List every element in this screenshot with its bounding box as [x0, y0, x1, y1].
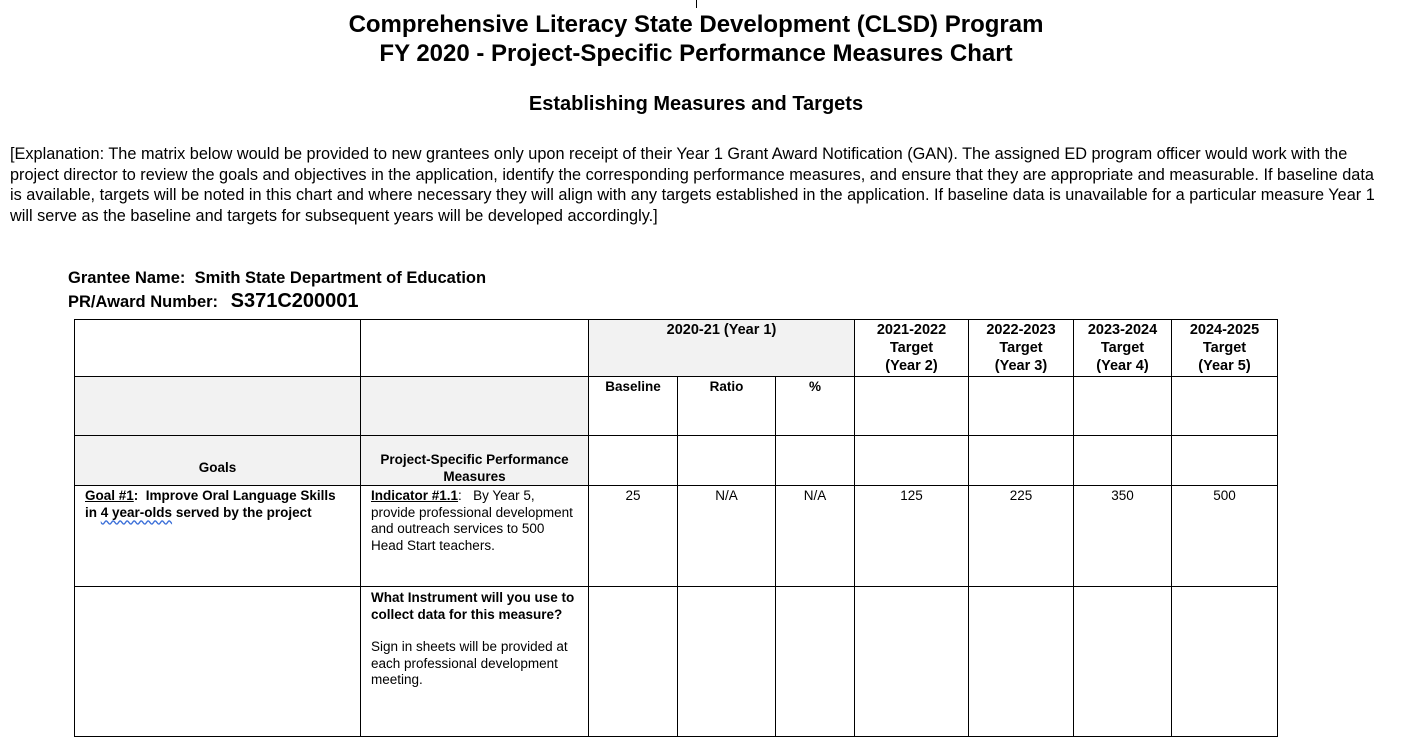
blank-cell [1172, 377, 1278, 436]
table-row [75, 486, 1278, 587]
blank-cell [776, 587, 855, 737]
goal-text-end: served by the project [175, 504, 312, 520]
blank-cell [969, 587, 1074, 737]
table-header-row [75, 320, 1278, 377]
grantee-name-line [68, 268, 486, 288]
section-subtitle: Establishing Measures and Targets [528, 93, 864, 115]
blank-cell [855, 377, 969, 436]
blank-cell [1074, 436, 1172, 486]
blank-shaded-cell [75, 377, 361, 436]
year3-header: 2022-2023 Target (Year 3) [969, 320, 1074, 377]
instrument-question: What Instrument will you use to collect data for this measure? [371, 590, 575, 622]
blank-cell [1074, 377, 1172, 436]
goals-header: Goals [75, 436, 361, 486]
text-cursor-mark [696, 0, 697, 8]
blank-cell [969, 436, 1074, 486]
blank-header-cell [361, 320, 589, 377]
goal-text-flagged: 4 year-olds [100, 504, 173, 520]
blank-cell [75, 587, 361, 737]
year3-target-value: 225 [969, 486, 1074, 587]
blank-cell [969, 377, 1074, 436]
goal-cell: Goal #1: Improve Oral Language Skills in 4 year-olds served by the project [75, 486, 361, 587]
performance-measures-table [74, 319, 1278, 737]
indicator-label: Indicator #1.1 [371, 488, 459, 503]
blank-cell [589, 587, 678, 737]
instrument-answer: Sign in sheets will be provided at each professional development meeting. [371, 639, 568, 687]
indicator-cell: Indicator #1.1: By Year 5, provide professional development and outreach services to 500 Head Start teachers. [361, 486, 589, 587]
blank-cell [678, 587, 776, 737]
year4-header: 2023-2024 Target (Year 4) [1074, 320, 1172, 377]
blank-cell [1172, 436, 1278, 486]
blank-cell [855, 436, 969, 486]
award-number-label: PR/Award Number: [68, 293, 219, 311]
year4-target-value: 350 [1074, 486, 1172, 587]
document-title: Comprehensive Literacy State Development (CLSD) Program [348, 11, 1044, 38]
year5-target-value: 500 [1172, 486, 1278, 587]
percent-header: % [776, 377, 855, 436]
instrument-cell [361, 587, 589, 737]
baseline-header: Baseline [589, 377, 678, 436]
blank-cell [589, 436, 678, 486]
year5-header: 2024-2025 Target (Year 5) [1172, 320, 1278, 377]
goal-label: Goal #1 [85, 488, 134, 503]
blank-cell [776, 436, 855, 486]
blank-cell [855, 587, 969, 737]
goal-text: Improve Oral Language Skills in [85, 488, 336, 520]
table-column-labels-row [75, 436, 1278, 486]
blank-cell [1074, 587, 1172, 737]
award-number-value: S371C200001 [230, 290, 359, 312]
blank-cell [1172, 587, 1278, 737]
indicator-text: By Year 5, provide professional development and outreach services to 500 Head Start teachers. [371, 488, 573, 553]
ratio-value: N/A [678, 486, 776, 587]
year1-header: 2020-21 (Year 1) [589, 320, 855, 377]
blank-header-cell [75, 320, 361, 377]
percent-value: N/A [776, 486, 855, 587]
performance-measures-header: Project-Specific Performance Measures [361, 436, 589, 486]
year2-header: 2021-2022 Target (Year 2) [855, 320, 969, 377]
blank-cell [678, 436, 776, 486]
award-number-line [68, 291, 359, 312]
ratio-header: Ratio [678, 377, 776, 436]
grantee-name-value: Smith State Department of Education [194, 269, 487, 287]
year2-target-value: 125 [855, 486, 969, 587]
table-row [75, 587, 1278, 737]
explanation-paragraph: [Explanation: The matrix below would be provided to new grantees only upon receipt of their Year 1 Grant Award Notification (GAN). The assigned ED program officer would work with the project director to review the goals and objectives in the application, identify the corresponding performance measures, and ensure that they are appropriate and measurable. If baseline data is available, targets will be noted in this chart and where necessary they will align with any targets established in the application. If baseline data is unavailable for a particular measure Year 1 will serve as the baseline and targets for subsequent years will be developed accordingly.] [10, 145, 1375, 226]
document-title-line2: FY 2020 - Project-Specific Performance Measures Chart [379, 40, 1013, 67]
table-subheader-row [75, 377, 1278, 436]
baseline-value: 25 [589, 486, 678, 587]
blank-shaded-cell [361, 377, 589, 436]
grantee-name-label: Grantee Name: [68, 269, 186, 287]
